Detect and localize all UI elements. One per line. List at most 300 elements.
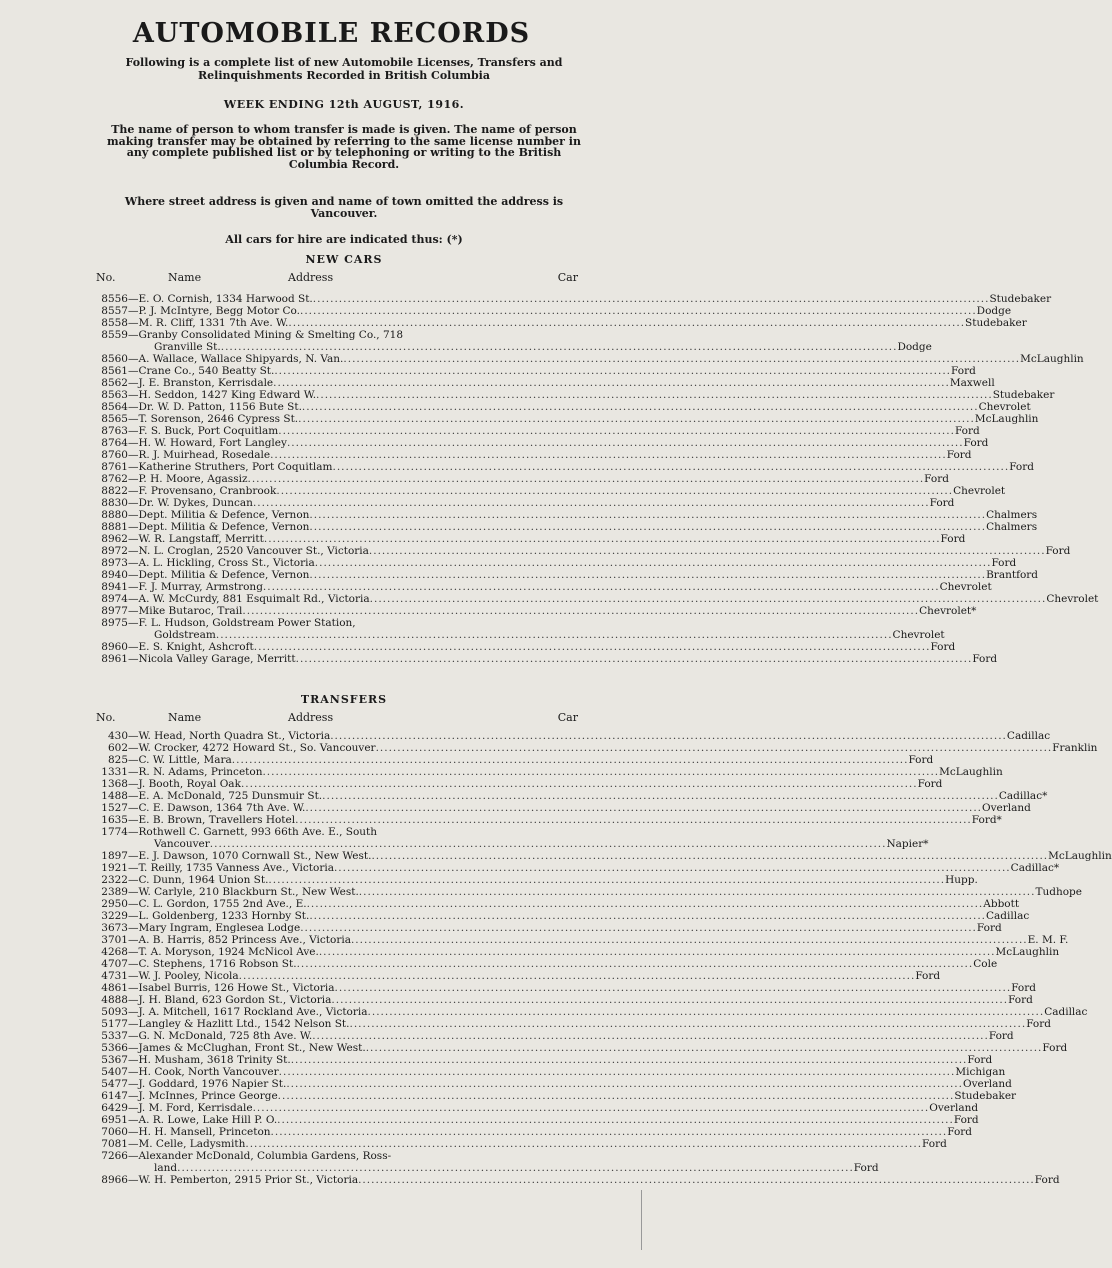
record-line [92,886,1082,898]
car-make: Ford [967,1054,993,1066]
owner-address: —Granby Consolidated Mining & Smelting Co., 718 [128,329,404,341]
car-make: Chevrolet [939,581,992,593]
car-make: McLaughlin [939,766,1003,778]
record-line [92,766,1003,778]
record-entry [92,329,932,353]
record-line [92,485,1006,497]
owner-address: —F. J. Murray, Armstrong [128,581,263,593]
license-number: 8560 [101,353,128,365]
record-entry [92,1042,1068,1054]
car-make: Chevrolet* [919,605,977,617]
leader-dots [268,874,945,886]
car-make: Hupp. [945,874,978,886]
license-number: 1635 [101,814,128,826]
record-entry [92,922,1002,934]
record-line [92,814,1002,826]
record-line [92,1030,1014,1042]
car-make: Dodge [897,341,932,353]
license-number: 8975 [101,617,128,629]
car-make: Chevrolet [978,401,1031,413]
leader-dots [270,449,947,461]
owner-address: —F. L. Hudson, Goldstream Power Station, [128,617,356,629]
owner-address: —Dr. W. Dykes, Duncan [128,497,253,509]
record-entry [92,994,1033,1006]
record-entry [92,617,945,641]
owner-address: —F. Provensano, Cranbrook [128,485,277,497]
car-make: Overland [963,1078,1012,1090]
leader-dots [366,1042,1043,1054]
car-make: Ford [924,473,949,485]
license-number: 8557 [101,305,128,317]
license-number: 1368 [101,778,128,790]
owner-address: —R. J. Muirhead, Rosedale [128,449,271,461]
record-line [92,802,1031,814]
car-make: McLaughlin [995,946,1060,958]
owner-address: —J. Booth, Royal Oak [128,778,241,790]
car-make: Ford [1026,1018,1051,1030]
car-make: Michigan [955,1066,1006,1078]
leader-dots [316,389,993,401]
record-entry [92,766,1003,778]
transfer-note: The name of person to whom transfer is made is given. The name of person making transfer may be obtained by referring to the same license number in any complete published list or by telephoning or writing to the British Columbia Record. [107,123,581,171]
leader-dots [359,886,1036,898]
leader-dots [300,922,977,934]
new-cars-column-header [96,271,578,284]
record-line [92,329,578,341]
leader-dots [216,629,893,641]
leader-dots [335,982,1012,994]
owner-address: —C. Stephens, 1716 Robson St. [128,958,297,970]
car-make: Ford [988,1030,1014,1042]
leader-dots [262,766,939,778]
leader-dots [271,1126,948,1138]
column-address: Address [288,271,334,284]
license-number: 5366 [101,1042,128,1054]
license-number: 8973 [101,557,128,569]
car-make: Ford [917,778,943,790]
leader-dots [253,1102,930,1114]
leader-dots [263,581,940,593]
record-entry [92,850,1112,862]
record-entry [92,641,956,653]
record-entry [92,982,1036,994]
car-make: Cadillac [986,910,1030,922]
car-make: McLaughlin [1020,353,1084,365]
car-make: Ford [1034,1174,1060,1186]
record-line [92,413,1039,425]
owner-address: —J. E. Branston, Kerrisdale [128,377,274,389]
license-number: 8880 [101,509,128,521]
transfers-column-header [96,711,578,724]
record-entry [92,569,1039,581]
record-line [92,641,956,653]
record-line [92,449,972,461]
leader-dots [358,1174,1035,1186]
record-line [92,958,998,970]
record-line [92,1114,979,1126]
record-entry [92,814,1002,826]
leader-dots [241,778,918,790]
owner-address: —H. W. Howard, Fort Langley [128,437,287,449]
license-number: 8559 [101,329,128,341]
owner-address: —N. L. Croglan, 2520 Vancouver St., Victoria [128,545,369,557]
car-make: Chalmers [986,521,1038,533]
column-address: Address [288,711,334,724]
record-entry [92,1114,979,1126]
owner-address: —C. W. Little, Mara [128,754,232,766]
record-line [92,982,1036,994]
license-number: 6429 [101,1102,128,1114]
car-make: Chevrolet [1046,593,1099,605]
license-number: 8563 [101,389,128,401]
record-line [92,922,1002,934]
car-make: Studebaker [989,293,1052,305]
car-make: Ford [972,653,998,665]
record-entry [92,790,1048,802]
leader-dots [277,1114,954,1126]
record-entry [92,1078,1012,1090]
column-car: Car [557,711,578,724]
license-number: 8561 [101,365,128,377]
license-number: 3229 [101,910,128,922]
car-make: Ford* [971,814,1002,826]
license-number: 5477 [101,1078,128,1090]
leader-dots [319,946,996,958]
license-number: 1921 [101,862,128,874]
owner-address: —H. Cook, North Vancouver [128,1066,279,1078]
owner-address: —Nicola Valley Garage, Merritt [128,653,296,665]
column-name: Name [168,271,202,284]
record-line [92,1042,1068,1054]
owner-address: —A. R. Lowe, Lake Hill P. O. [128,1114,278,1126]
owner-address: —James & McClughan, Front St., New West. [128,1042,366,1054]
record-entry [92,437,989,449]
leader-dots [274,365,951,377]
license-number: 4707 [101,958,128,970]
record-line [92,1018,1051,1030]
car-make: Ford [1008,994,1033,1006]
record-entry [92,886,1082,898]
car-make: Ford [991,557,1017,569]
column-no: No. [96,711,116,724]
record-entry [92,754,934,766]
license-number: 7060 [101,1126,128,1138]
license-number: 602 [107,742,128,754]
record-line [92,970,941,982]
license-number: 1527 [101,802,128,814]
record-entry [92,605,977,617]
record-line [92,874,978,886]
owner-address: —W. H. Pemberton, 2915 Prior St., Victoria [128,1174,359,1186]
owner-address: —M. R. Cliff, 1331 7th Ave. W. [128,317,289,329]
license-number: 2389 [101,886,128,898]
car-make: Cadillac* [1010,862,1060,874]
owner-address: —J. H. Bland, 623 Gordon St., Victoria [128,994,332,1006]
record-entry [92,1054,993,1066]
record-entry [92,1138,947,1150]
owner-address: —J. Goddard, 1976 Napier St. [128,1078,287,1090]
owner-address: —W. Carlyle, 210 Blackburn St., New West. [128,886,359,898]
record-entry [92,653,998,665]
owner-address: —R. N. Adams, Princeton [128,766,263,778]
car-make: Ford [953,1114,979,1126]
license-number: 4861 [101,982,128,994]
record-line [92,317,1027,329]
license-number: 8962 [101,533,128,545]
leader-dots [247,473,924,485]
transfers-list [92,730,1112,1186]
record-line [92,545,1071,557]
owner-address-continued: Vancouver [154,838,210,850]
record-line [92,497,955,509]
leader-dots [371,850,1048,862]
record-line [92,437,989,449]
owner-address: —H. H. Mansell, Princeton [128,1126,271,1138]
record-line [92,1126,973,1138]
leader-dots [368,1006,1045,1018]
license-number: 5177 [101,1018,128,1030]
record-entry [92,401,1031,413]
leader-dots [313,293,990,305]
license-number: 3673 [101,922,128,934]
leader-dots [298,413,975,425]
leader-dots [309,521,986,533]
record-entry [92,946,1060,958]
leader-dots [210,838,887,850]
record-line [92,509,1038,521]
owner-address: —E. J. Dawson, 1070 Cornwall St., New West. [128,850,372,862]
car-make: Chevrolet [892,629,945,641]
leader-dots [300,305,977,317]
record-entry [92,730,1051,742]
leader-dots [351,934,1028,946]
license-number: 2322 [101,874,128,886]
owner-address: —C. E. Dawson, 1364 7th Ave. W. [128,802,306,814]
owner-address: —T. A. Moryson, 1924 McNicol Ave. [128,946,319,958]
new-cars-list [92,293,1099,665]
owner-address: —Dept. Militia & Defence, Vernon [128,509,310,521]
record-line [92,742,1098,754]
transfers-heading: TRANSFERS [300,693,388,706]
record-line [92,365,976,377]
license-number: 8761 [101,461,128,473]
record-line [92,778,943,790]
record-line [92,754,934,766]
car-make: Ford [1042,1042,1068,1054]
license-number: 6951 [101,1114,128,1126]
owner-address: —Dr. W. D. Patton, 1156 Bute St. [128,401,302,413]
record-line [92,533,966,545]
car-make: Ford [930,641,956,653]
record-line [92,1066,1006,1078]
license-number: 8564 [101,401,128,413]
car-make: Maxwell [949,377,995,389]
license-number: 7266 [101,1150,128,1162]
record-entry [92,305,1012,317]
car-make: Ford [1045,545,1071,557]
license-number: 8760 [101,449,128,461]
car-make: Ford [1009,461,1034,473]
leader-dots [239,970,916,982]
license-number: 7081 [101,1138,128,1150]
leader-dots [312,1030,989,1042]
car-make: Ford [1011,982,1036,994]
leader-dots [242,605,919,617]
record-line [92,1174,1060,1186]
license-number: 5337 [101,1030,128,1042]
license-number: 8941 [101,581,128,593]
leader-dots [343,353,1020,365]
record-line [92,910,1030,922]
record-line [92,581,992,593]
license-number: 8966 [101,1174,128,1186]
car-make: Studebaker [954,1090,1017,1102]
car-make: Studebaker [992,389,1055,401]
license-number: 3701 [101,934,128,946]
car-make: Ford [954,425,980,437]
record-line [92,557,1017,569]
record-line [92,293,1052,305]
record-entry [92,473,949,485]
record-line [92,653,998,665]
record-line [92,826,578,838]
record-line [92,473,949,485]
record-line [92,305,1012,317]
leader-dots [331,994,1008,1006]
owner-address: —Mary Ingram, Englesea Lodge [128,922,301,934]
leader-dots [264,533,941,545]
license-number: 8977 [101,605,128,617]
car-make: Studebaker [965,317,1027,329]
car-make: Cole [973,958,998,970]
owner-address: —H. Seddon, 1427 King Edward W. [128,389,317,401]
owner-address: —E. O. Cornish, 1334 Harwood St. [128,293,313,305]
license-number: 5093 [101,1006,128,1018]
license-number: 4268 [101,946,128,958]
license-number: 1331 [101,766,128,778]
car-make: Ford [951,365,976,377]
column-no: No. [96,271,116,284]
car-make: Ford [929,497,955,509]
owner-address: —Dept. Militia & Defence, Vernon [128,569,310,581]
column-name: Name [168,711,202,724]
leader-dots [287,437,964,449]
owner-address: —J. McInnes, Prince George [128,1090,278,1102]
leader-dots [278,1090,955,1102]
leader-dots [297,958,974,970]
record-entry [92,317,1027,329]
owner-address: —A. W. McCurdy, 881 Esquimalt Rd., Victoria [128,593,370,605]
owner-address: —W. J. Pooley, Nicola [128,970,239,982]
license-number: 2950 [101,898,128,910]
leader-dots [333,461,1010,473]
record-line [92,850,1112,862]
owner-address: —P. J. McIntyre, Begg Motor Co. [128,305,300,317]
car-make: Cadillac [1006,730,1051,742]
column-car: Car [557,271,578,284]
owner-address: —A. B. Harris, 852 Princess Ave., Victoria [128,934,351,946]
record-entry [92,557,1017,569]
car-make: Ford [963,437,989,449]
owner-address: —E. A. McDonald, 725 Dunsmuir St. [128,790,323,802]
record-continuation-line [92,629,945,641]
record-continuation-line [92,838,929,850]
record-line [92,377,995,389]
record-line [92,461,1034,473]
record-entry [92,425,980,437]
record-entry [92,1066,1006,1078]
owner-address: —W. Head, North Quadra St., Victoria [128,730,331,742]
leader-dots [273,377,950,389]
owner-address: —J. M. Ford, Kerrisdale [128,1102,253,1114]
owner-address: —M. Celle, Ladysmith [128,1138,246,1150]
leader-dots [305,802,982,814]
record-entry [92,1126,973,1138]
car-make: Ford [940,533,966,545]
license-number: 8562 [101,377,128,389]
leader-dots [279,1066,956,1078]
car-make: Napier* [886,838,929,850]
record-line [92,790,1048,802]
owner-address: —W. Crocker, 4272 Howard St., So. Vancouver [128,742,376,754]
owner-address: —Isabel Burris, 126 Howe St., Victoria [128,982,335,994]
record-line [92,1138,947,1150]
leader-dots [254,641,931,653]
car-make: Tudhope [1035,886,1082,898]
car-make: Ford [853,1162,879,1174]
leader-dots [286,1078,963,1090]
owner-address: —Alexander McDonald, Columbia Gardens, Ross- [128,1150,392,1162]
record-line [92,425,980,437]
record-line [92,730,1051,742]
record-entry [92,970,941,982]
record-line [92,898,1020,910]
week-ending: WEEK ENDING 12th AUGUST, 1916. [223,98,465,111]
leader-dots [295,814,972,826]
owner-address: —E. S. Knight, Ashcroft [128,641,254,653]
leader-dots [307,898,984,910]
leader-dots [177,1162,854,1174]
leader-dots [315,557,992,569]
record-line [92,569,1039,581]
new-cars-heading: NEW CARS [305,253,383,266]
car-make: E. M. F. [1027,934,1069,946]
record-entry [92,593,1099,605]
owner-address: —E. B. Brown, Travellers Hotel [128,814,296,826]
intro-text: Following is a complete list of new Automobile Licenses, Transfers and Relinquishments Recorded in British Columbia [125,56,563,82]
hire-note: All cars for hire are indicated thus: (*) [225,233,463,246]
record-entry [92,509,1038,521]
record-entry [92,1006,1088,1018]
license-number: 8881 [101,521,128,533]
car-make: Abbott [983,898,1020,910]
record-line [92,605,977,617]
record-line [92,1102,979,1114]
record-entry [92,862,1060,874]
record-entry [92,874,978,886]
car-make: Overland [982,802,1031,814]
license-number: 8960 [101,641,128,653]
address-note: Where street address is given and name of town omitted the address is Vancouver. [124,195,564,220]
record-line [92,934,1069,946]
car-make: Ford [976,922,1002,934]
record-line [92,1150,578,1162]
owner-address: —C. Dunn, 1964 Union St. [128,874,269,886]
owner-address: —W. R. Langstaff, Merritt [128,533,264,545]
owner-address: —Langley & Hazlitt Ltd., 1542 Nelson St. [128,1018,350,1030]
record-line [92,389,1055,401]
car-make: McLaughlin [974,413,1039,425]
